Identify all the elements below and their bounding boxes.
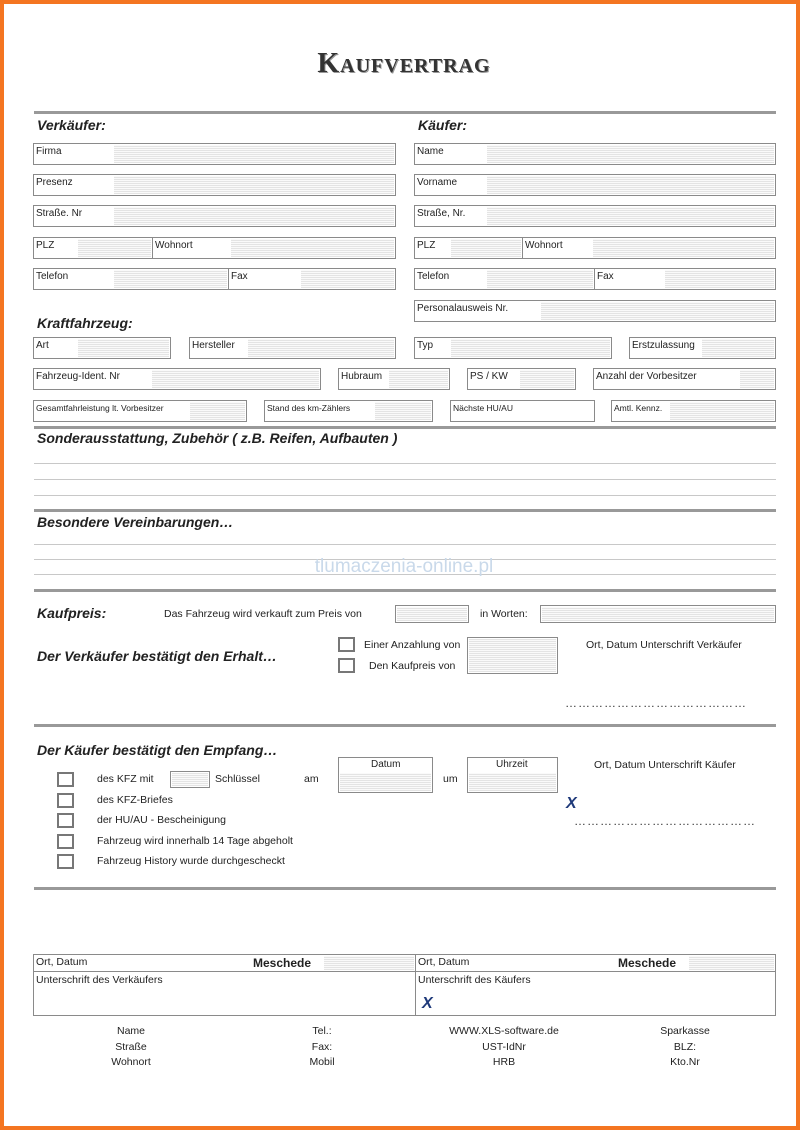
pickup-label: Fahrzeug wird innerhalb 14 Tage abgeholt [97,835,293,847]
vehicle-hersteller-field[interactable]: Hersteller [189,337,396,359]
keys-count-field[interactable] [170,771,210,788]
buyer-plz-field[interactable]: PLZ [414,237,523,259]
price-words-field[interactable] [540,605,776,623]
kfz-label: des KFZ mit [97,773,154,785]
delivery-heading: Der Käufer bestätigt den Empfang… [37,742,278,758]
seller-signature-field[interactable]: Unterschrift des Verkäufers [36,974,163,986]
divider [34,887,776,890]
anzahlung-checkbox[interactable] [338,637,355,652]
footer-col-4 [625,1024,745,1071]
page-title: Kaufvertrag [317,48,491,79]
buyer-street-field[interactable]: Straße, Nr. [414,205,776,227]
footer-fax: Fax: [311,1040,333,1053]
footer-bank: Sparkasse [660,1025,710,1037]
footer-mobil: Mobil [309,1056,335,1068]
anzahlung-label: Einer Anzahlung von [364,639,461,651]
seller-plz-field[interactable]: PLZ [33,237,153,259]
seller-signature-line[interactable]: …………………………………… [565,696,747,710]
buyer-wohnort-field[interactable]: Wohnort [522,237,776,259]
seller-city: Meschede [253,956,312,970]
divider [34,509,776,512]
footer-blz: BLZ: [673,1040,697,1053]
extras-line[interactable] [34,479,776,480]
hu-au-label: der HU/AU - Bescheinigung [97,814,226,826]
amount-field[interactable] [467,637,558,674]
buyer-vorname-field[interactable]: Vorname [414,174,776,196]
footer-tel: Tel.: [312,1025,332,1037]
field-shading [324,956,414,970]
vehicle-heading: Kraftfahrzeug: [37,315,133,331]
signature-row-line [34,971,775,972]
seller-fax-field[interactable]: Fax [228,268,396,290]
am-label: am [304,773,319,785]
footer-hrb: HRB [492,1056,516,1068]
seller-ort-datum-label: Ort, Datum [36,956,88,968]
seller-wohnort-field[interactable]: Wohnort [152,237,396,259]
vehicle-erstzulassung-field[interactable]: Erstzulassung [629,337,776,359]
vehicle-hu-field[interactable]: Nächste HU/AU [450,400,595,422]
buyer-ausweis-field[interactable]: Personalausweis Nr. [414,300,776,322]
footer-col-1 [71,1024,191,1071]
vehicle-art-field[interactable]: Art [33,337,171,359]
history-checkbox[interactable] [57,854,74,869]
footer-kto: Kto.Nr [670,1056,700,1068]
signature-box [33,954,776,1016]
keys-label: Schlüssel [215,773,260,785]
vehicle-kmstand-field[interactable]: Stand des km-Zählers [264,400,433,422]
agreements-line[interactable] [34,544,776,545]
buyer-name-field[interactable]: Name [414,143,776,165]
price-words-label: in Worten: [480,608,528,620]
footer-website: WWW.XLS-software.de [449,1025,559,1037]
vehicle-gesamtfahrleistung-field[interactable]: Gesamtfahrleistung lt. Vorbesitzer [33,400,247,422]
divider [34,724,776,727]
divider [34,426,776,429]
buyer-signature-field[interactable]: Unterschrift des Käufers [418,974,531,986]
pickup-checkbox[interactable] [57,834,74,849]
vehicle-kennz-field[interactable]: Amtl. Kennz. [611,400,776,422]
vehicle-hubraum-field[interactable]: Hubraum [338,368,450,390]
extras-line[interactable] [34,495,776,496]
price-field[interactable] [395,605,469,623]
buyer-city: Meschede [618,956,677,970]
vehicle-ident-field[interactable]: Fahrzeug-Ident. Nr [33,368,321,390]
history-label: Fahrzeug History wurde durchgescheckt [97,855,285,867]
divider [34,589,776,592]
buyer-telefon-field[interactable]: Telefon [414,268,595,290]
hu-au-checkbox[interactable] [57,813,74,828]
footer-ust: UST-IdNr [482,1040,526,1053]
kfz-brief-label: des KFZ-Briefes [97,794,173,806]
date-field[interactable]: Datum [338,757,433,793]
buyer-fax-field[interactable]: Fax [594,268,776,290]
receipt-heading: Der Verkäufer bestätigt den Erhalt… [37,648,277,664]
kfz-brief-checkbox[interactable] [57,793,74,808]
divider [34,111,776,114]
price-heading: Kaufpreis: [37,605,107,621]
kfz-checkbox[interactable] [57,772,74,787]
buyer-heading: Käufer: [418,117,468,133]
seller-street-field[interactable]: Straße. Nr [33,205,396,227]
kaufpreis-checkbox[interactable] [338,658,355,673]
kaufpreis-label: Den Kaufpreis von [369,660,456,672]
footer-col-2 [262,1024,382,1071]
extras-line[interactable] [34,463,776,464]
vehicle-vorbesitzer-field[interactable]: Anzahl der Vorbesitzer [593,368,776,390]
vehicle-typ-field[interactable]: Typ [414,337,612,359]
price-text: Das Fahrzeug wird verkauft zum Preis von [164,608,362,620]
seller-presenz-field[interactable]: Presenz [33,174,396,196]
um-label: um [443,773,458,785]
footer-wohnort: Wohnort [111,1056,151,1068]
seller-signature-label: Ort, Datum Unterschrift Verkäufer [586,639,742,651]
x-mark-icon: X [422,995,433,1012]
field-shading [689,956,774,970]
agreements-heading: Besondere Vereinbarungen… [37,514,234,530]
watermark: tlumaczenia-online.pl [314,556,494,577]
buyer-signature-label: Ort, Datum Unterschrift Käufer [594,759,736,771]
seller-heading: Verkäufer: [37,117,106,133]
vehicle-ps-field[interactable]: PS / KW [467,368,576,390]
seller-telefon-field[interactable]: Telefon [33,268,229,290]
footer-col-3 [444,1024,564,1071]
footer-name: Name [116,1025,145,1037]
x-mark-icon: X [566,795,577,812]
buyer-signature-line[interactable]: …………………………………… [574,814,756,828]
seller-firma-field[interactable]: Firma [33,143,396,165]
buyer-ort-datum-label: Ort, Datum [418,956,470,968]
extras-heading: Sonderausstattung, Zubehör ( z.B. Reifen, Aufbauten ) [37,430,398,446]
footer-strasse: Straße [115,1040,147,1053]
signature-divider [415,955,416,1015]
time-field[interactable]: Uhrzeit [467,757,558,793]
